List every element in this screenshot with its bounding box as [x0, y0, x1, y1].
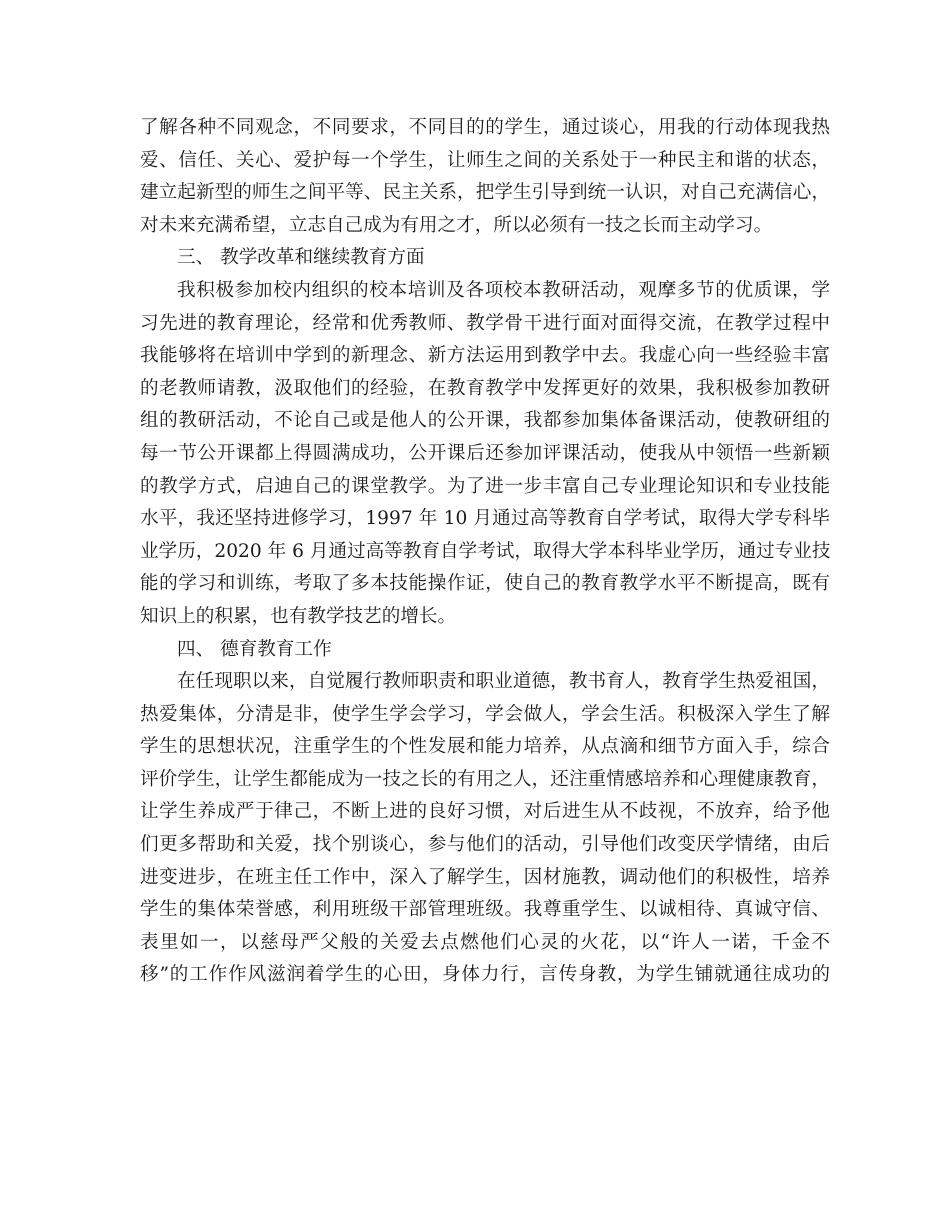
- text-line: 组的教研活动，不论自己或是他人的公开课，我都参加集体备课活动，使教研组的: [140, 410, 830, 432]
- text-line: 热爱集体，分清是非，使学生学会学习，学会做人，学会生活。积极深入学生了解: [140, 703, 830, 725]
- text-line: 们更多帮助和关爱，找个别谈心，参与他们的活动，引导他们改变厌学情绪，由后: [140, 834, 830, 856]
- text-line: 了解各种不同观念，不同要求，不同目的的学生，通过谈心，用我的行动体现我热: [140, 117, 830, 138]
- text-line: 业学历，2020 年 6 月通过高等教育自学考试，取得大学本科毕业学历，通过专业技: [140, 540, 830, 562]
- text-line: 学生的集体荣誉感，利用班级干部管理班级。我尊重学生、以诚相待、真诚守信、: [140, 899, 830, 921]
- text-line: 表里如一，以慈母严父般的关爱去点燃他们心灵的火花，以“许人一诺，千金不: [140, 931, 830, 953]
- text-line: 的教学方式，启迪自己的课堂教学。为了进一步丰富自己专业理论知识和专业技能: [140, 475, 830, 497]
- section-heading: 四、 德育教育工作: [177, 638, 332, 660]
- document-body: [140, 112, 830, 992]
- text-line: 我积极参加校内组织的校本培训及各项校本教研活动，观摩多节的优质课，学: [177, 279, 830, 301]
- text-line: 对未来充满希望，立志自己成为有用之才，所以必须有一技之长而主动学习。: [140, 214, 773, 236]
- text-line: 评价学生，让学生都能成为一技之长的有用之人，还注重情感培养和心理健康教育，: [140, 768, 830, 790]
- text-line: 在任现职以来，自觉履行教师职责和职业道德，教书育人，教育学生热爱祖国，: [177, 671, 830, 693]
- text-line: 爱、信任、关心、爱护每一个学生，让师生之间的关系处于一种民主和谐的状态，: [140, 149, 830, 171]
- text-line: 我能够将在培训中学到的新理念、新方法运用到教学中去。我虚心向一些经验丰富: [140, 345, 830, 367]
- text-line: 每一节公开课都上得圆满成功，公开课后还参加评课活动，使我从中领悟一些新颖: [140, 442, 830, 464]
- text-line: 知识上的积累，也有教学技艺的增长。: [140, 605, 457, 627]
- text-line: 建立起新型的师生之间平等、民主关系，把学生引导到统一认识，对自己充满信心，: [140, 182, 830, 204]
- section-heading: 三、 教学改革和继续教育方面: [177, 247, 425, 269]
- text-line: 的老教师请教，汲取他们的经验，在教育教学中发挥更好的效果，我积极参加教研: [140, 377, 830, 399]
- text-line: 能的学习和训练，考取了多本技能操作证，使自己的教育教学水平不断提高，既有: [140, 573, 830, 595]
- text-line: 进变进步，在班主任工作中，深入了解学生，因材施教，调动他们的积极性，培养: [140, 866, 830, 888]
- text-line: 让学生养成严于律己，不断上进的良好习惯，对后进生从不歧视，不放弃，给予他: [140, 801, 830, 823]
- text-line: 学生的思想状况，注重学生的个性发展和能力培养，从点滴和细节方面入手，综合: [140, 736, 830, 758]
- text-line: 习先进的教育理论，经常和优秀教师、教学骨干进行面对面得交流，在教学过程中: [140, 312, 830, 334]
- text-line: 水平，我还坚持进修学习，1997 年 10 月通过高等教育自学考试，取得大学专科毕: [140, 508, 830, 530]
- text-line: 移”的工作作风滋润着学生的心田，身体力行，言传身教，为学生铺就通往成功的: [140, 964, 830, 986]
